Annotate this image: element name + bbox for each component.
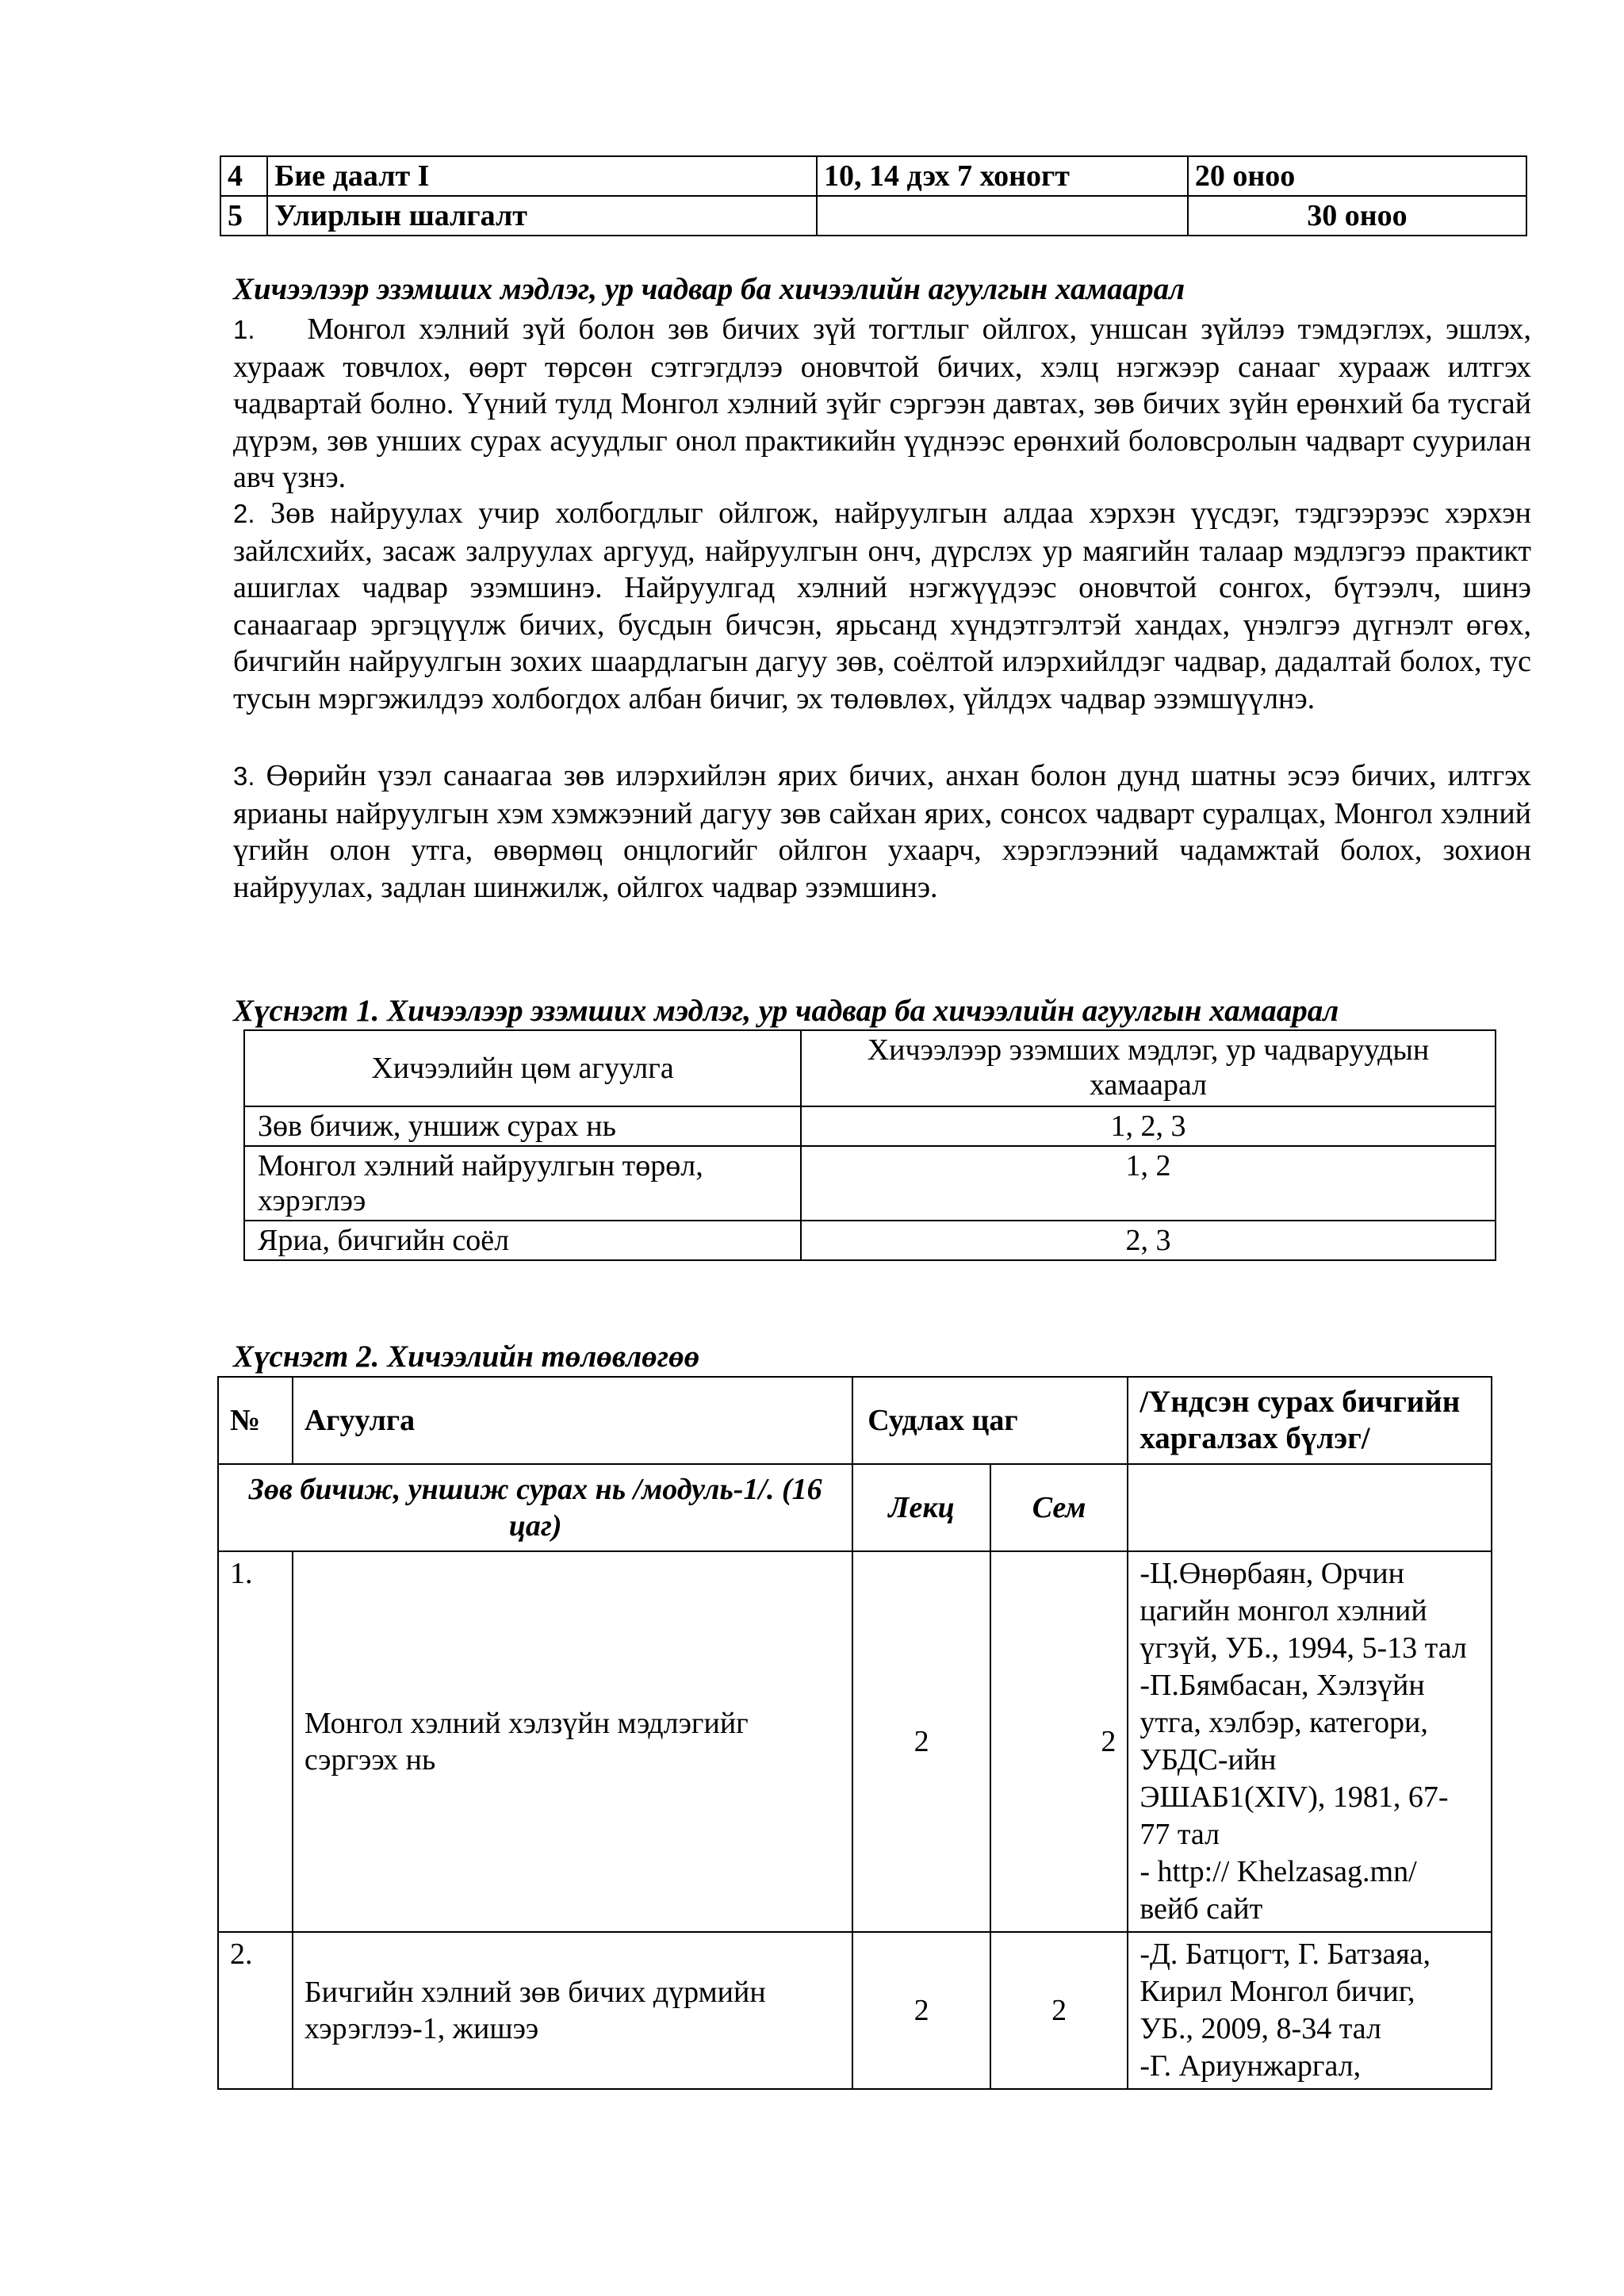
table2-caption: Хүснэгт 2. Хичээлийн төлөвлөгөө (233, 1340, 700, 1374)
reference-line: УБДС-ийн (1139, 1743, 1277, 1777)
paragraph-3 (233, 757, 1531, 906)
reference-list (1128, 1551, 1492, 1932)
module-row (218, 1464, 1492, 1551)
lecture-hours: 2 (852, 1551, 990, 1932)
row-number: 1. (218, 1551, 293, 1932)
table-row (218, 1932, 1492, 2089)
assessment-score: 30 оноо (1188, 196, 1526, 236)
assessment-name: Бие даалт I (267, 156, 817, 196)
table-cell: 2, 3 (801, 1221, 1496, 1260)
assessment-name: Улирлын шалгалт (267, 196, 817, 236)
table-row (220, 156, 1526, 196)
lesson-plan-table (217, 1376, 1492, 2090)
reference-line: вейб сайт (1139, 1892, 1263, 1926)
table-row (220, 196, 1526, 236)
paragraph-text: Монгол хэлний зүй болон зөв бичих зүй тогтлыг ойлгох, уншсан зүйлээ тэмдэглэх, эшлэх, хурааж товчлох, өөрт төрсөн сэтгэгдлээ оновчтой бичих, хэлц нэгжээр санааг хурааж илтгэх чадвартай болно. Үүний тулд Монгол хэлний зүйг сэргээн давтах, зөв бичих зүйн ерөнхий ба тусгай дүрэм, зөв унших сурах асуудлыг онол практикийн үүднээс ерөнхий боловсролын чадварт суурилан авч үзнэ. (233, 312, 1531, 494)
paragraph-text: Өөрийн үзэл санаагаа зөв илэрхийлэн ярих бичих, анхан болон дунд шатны эсээ бичих, илтгэх ярианы найруулгын хэм хэмжээний дагуу зөв сайхан ярих, сонсох чадварт суралцах, Монгол хэлний үгийн олон утга, өвөрмөц онцлогийг ойлгон ухаарч, хэрэглээний чадамжтай болох, зохион найруулах, задлан шинжилж, ойлгох чадвар эзэмшинэ. (233, 759, 1531, 904)
column-header: Хичээлийн цөм агуулга (244, 1030, 801, 1106)
row-number: 5 (220, 196, 267, 236)
reference-line: -Г. Ариунжаргал, (1139, 2049, 1362, 2083)
table-cell: 1, 2 (801, 1146, 1496, 1221)
column-header: Хичээлээр эзэмших мэдлэг, ур чадваруудын хамаарал (801, 1030, 1496, 1106)
reference-line: -Ц.Өнөрбаян, Орчин (1139, 1557, 1404, 1590)
lesson-topic: Бичгийн хэлний зөв бичих дүрмийн хэрэглээ-1, жишээ (293, 1932, 852, 2089)
paragraph-1 (233, 311, 1531, 496)
table-row (244, 1221, 1496, 1260)
reference-line: -Д. Батцогт, Г. Батзаяа, (1139, 1938, 1431, 1971)
row-number: 4 (220, 156, 267, 196)
paragraph-text: Зөв найруулах учир холбогдлыг ойлгож, найруулгын алдаа хэрхэн үүсдэг, тэдгээрээс хэрхэн зайлсхийх, засаж залруулах аргууд, найруулгын онч, дүрслэх ур маягийн талаар мэдлэгээ практикт ашиглах чадвар эзэмшинэ. Найруулгад хэлний нэгжүүдээс оновчтой сонгох, бүтээлч, шинэ санаагаар эргэцүүлж бичих, бусдын бичсэн, ярьсанд хүндэтгэлтэй хандах, үнэлгээ дүгнэлт өгөх, бичгийн найруулгын зохих шаардлагын дагуу зөв, соёлтой илэрхийлдэг чадвар, дадалтай болох, тус тусын мэргэжилдээ холбогдох албан бичиг, эх төлөвлөх, үйлдэх чадвар эзэмшүүлнэ. (233, 496, 1531, 715)
table-cell: Монгол хэлний найруулгын төрөл, хэрэглээ (244, 1146, 801, 1221)
assessment-table (220, 155, 1527, 236)
table-header-row (218, 1377, 1492, 1464)
column-header-content: Агуулга (293, 1377, 852, 1464)
seminar-header: Сем (990, 1464, 1128, 1551)
table-row (244, 1106, 1496, 1146)
table-cell: 1, 2, 3 (801, 1106, 1496, 1146)
table-row (244, 1146, 1496, 1221)
paragraph-2 (233, 495, 1531, 717)
lecture-header: Лекц (852, 1464, 990, 1551)
column-header-reference: /Үндсэн сурах бичгийн харгалзах бүлэг/ (1128, 1377, 1492, 1464)
column-header-number: № (218, 1377, 293, 1464)
reference-line: 77 тал (1139, 1818, 1220, 1851)
reference-line: -П.Бямбасан, Хэлзүйн (1139, 1669, 1425, 1702)
reference-line: утга, хэлбэр, категори, (1139, 1706, 1428, 1739)
table-cell: Зөв бичиж, уншиж сурах нь (244, 1106, 801, 1146)
section-title: Хичээлээр эзэмших мэдлэг, ур чадвар ба хичээлийн агуулгын хамаарал (233, 272, 1185, 306)
table-row (218, 1551, 1492, 1932)
seminar-hours: 2 (990, 1932, 1128, 2089)
content-relation-table (243, 1029, 1496, 1261)
seminar-hours: 2 (990, 1551, 1128, 1932)
assessment-timing (817, 196, 1188, 236)
paragraph-number: 2. (233, 499, 255, 528)
reference-line: цагийн монгол хэлний (1139, 1594, 1427, 1627)
reference-line: - http:// Khelzasag.mn/ (1139, 1855, 1417, 1888)
empty-cell (1128, 1464, 1492, 1551)
table-cell: Яриа, бичгийн соёл (244, 1221, 801, 1260)
reference-list (1128, 1932, 1492, 2089)
lesson-topic: Монгол хэлний хэлзүйн мэдлэгийг сэргээх нь (293, 1551, 852, 1932)
module-title: Зөв бичиж, уншиж сурах нь /модуль-1/. (16 цаг) (218, 1464, 852, 1551)
row-number: 2. (218, 1932, 293, 2089)
reference-line: үгзүй, УБ., 1994, 5-13 тал (1139, 1631, 1467, 1665)
assessment-timing: 10, 14 дэх 7 хоногт (817, 156, 1188, 196)
table1-caption: Хүснэгт 1. Хичээлээр эзэмших мэдлэг, ур чадвар ба хичээлийн агуулгын хамаарал (233, 994, 1339, 1028)
assessment-score: 20 оноо (1188, 156, 1526, 196)
paragraph-number: 1. (233, 315, 255, 344)
reference-line: ЭШАБ1(XIV), 1981, 67- (1139, 1780, 1449, 1814)
table-header-row (244, 1030, 1496, 1106)
paragraph-number: 3. (233, 761, 255, 791)
reference-line: Кирил Монгол бичиг, (1139, 1975, 1415, 2008)
column-header-hours: Судлах цаг (852, 1377, 1128, 1464)
lecture-hours: 2 (852, 1932, 990, 2089)
reference-line: УБ., 2009, 8-34 тал (1139, 2012, 1381, 2045)
